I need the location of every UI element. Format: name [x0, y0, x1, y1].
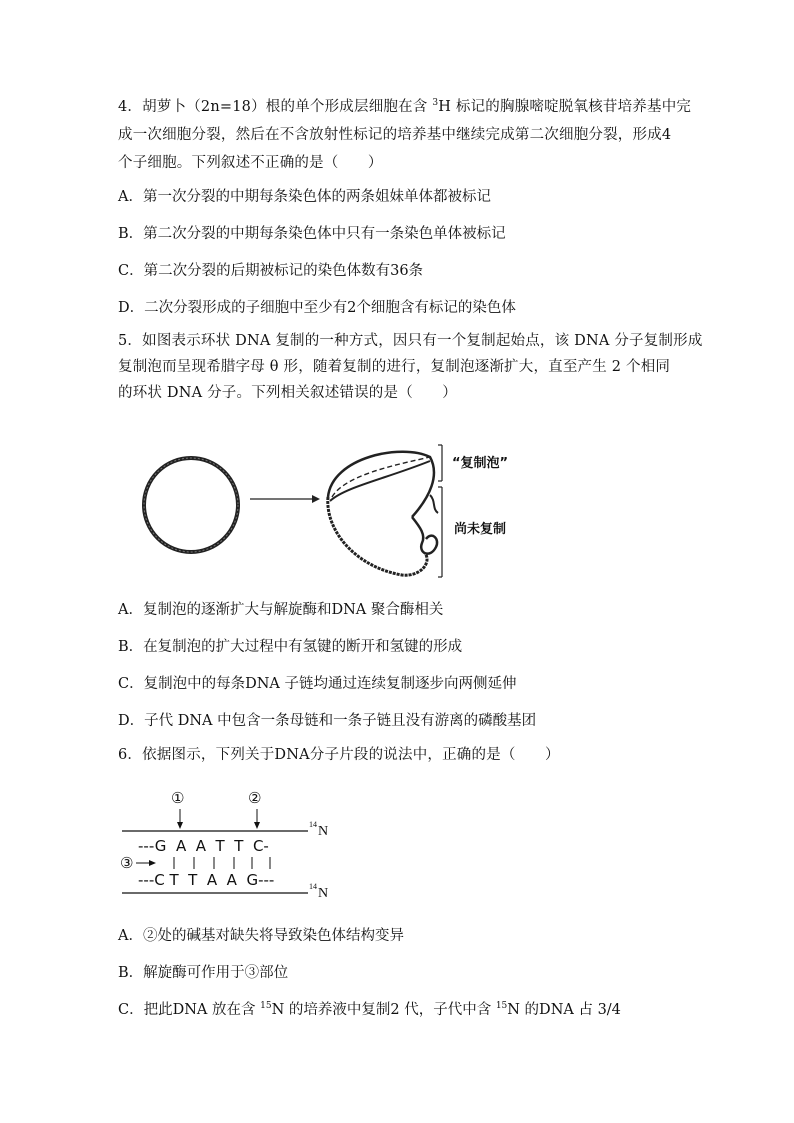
- bottom-strand-sequence: ---C T T A A G---: [138, 871, 275, 889]
- q4-stem-text: 4．胡萝卜（2n=18）根的单个形成层细胞在含: [118, 99, 433, 115]
- q6-option-c-text1: C．把此DNA 放在含: [118, 1002, 261, 1018]
- q6-option-c-text2: N 的培养液中复制2 代，子代中含: [271, 1002, 496, 1018]
- q4-stem-text-cont: H 标记的胸腺嘧啶脱氧核苷培养基中完: [438, 99, 692, 115]
- n15-superscript-2: 15: [495, 1001, 508, 1011]
- strand-tail: [430, 495, 438, 513]
- dna-replication-svg: [140, 435, 540, 585]
- q6-option-a: A．②处的碱基对缺失将导致染色体结构变异: [118, 928, 404, 944]
- marker-1: ①: [171, 789, 185, 807]
- marker-2-arrowhead: [254, 822, 260, 829]
- dna-segment-svg: [118, 785, 348, 905]
- bottom-isotope: N: [318, 886, 329, 901]
- unreplicated-strand-left: [328, 497, 427, 575]
- marker-1-arrowhead: [177, 822, 183, 829]
- q4-option-c: C．第二次分裂的后期被标记的染色体数有36条: [118, 263, 424, 279]
- q6-option-c-text3: N 的DNA 占 3/4: [507, 1002, 621, 1018]
- q6-stem-line1: 6．依据图示，下列关于DNA分子片段的说法中，正确的是（ ）: [118, 747, 560, 763]
- bottom-isotope-sup: 14: [309, 882, 317, 891]
- q5-stem-line3: 的环状 DNA 分子。下列相关叙述错误的是（ ）: [118, 385, 458, 401]
- bubble-inner-strand: [330, 461, 430, 501]
- q5-stem-line2: 复制泡而呈现希腊字母 θ 形，随着复制的进行，复制泡逐渐扩大，直至产生 2 个相同: [118, 359, 671, 375]
- label-replication-bubble: “复制泡”: [452, 456, 509, 471]
- q4-stem-line3: 个子细胞。下列叙述不正确的是（ ）: [118, 155, 383, 171]
- q6-option-b: B．解旋酶可作用于③部位: [118, 965, 289, 981]
- marker-3-arrowhead: [149, 860, 156, 866]
- top-isotope: N: [318, 824, 329, 839]
- q4-stem-line2: 成一次细胞分裂，然后在不含放射性标记的培养基中继续完成第二次细胞分裂，形成4: [118, 127, 672, 143]
- top-isotope-sup: 14: [309, 820, 317, 829]
- marker-2: ②: [248, 789, 262, 807]
- q4-option-b: B．第二次分裂的中期每条染色体中只有一条染色单体被标记: [118, 226, 506, 242]
- marker-3: ③: [120, 854, 134, 872]
- q5-option-a: A．复制泡的逐渐扩大与解旋酶和DNA 聚合酶相关: [118, 602, 444, 618]
- q5-option-b: B．在复制泡的扩大过程中有氢键的断开和氢键的形成: [118, 639, 463, 655]
- q5-stem-line1: 5．如图表示环状 DNA 复制的一种方式，因只有一个复制起始点，该 DNA 分子复制形成: [118, 333, 703, 349]
- theta-structure: [328, 452, 438, 575]
- arrow-head: [312, 495, 320, 503]
- tritium-superscript: 3: [432, 98, 439, 108]
- top-strand-sequence: ---G A A T T C-: [138, 837, 269, 855]
- q4-option-d: D．二次分裂形成的子细胞中至少有2个细胞含有标记的染色体: [118, 300, 516, 316]
- dna-segment-figure: [118, 785, 348, 905]
- hydrogen-bonds: [174, 857, 270, 869]
- unreplicated-loop: [412, 517, 437, 554]
- n15-superscript-1: 15: [260, 1001, 272, 1011]
- q5-option-c: C．复制泡中的每条DNA 子链均通过连续复制逐步向两侧延伸: [118, 676, 517, 692]
- dna-replication-figure: [140, 435, 540, 585]
- q6-option-c: [118, 998, 621, 1019]
- q4-option-a: A．第一次分裂的中期每条染色体的两条姐妹单体都被标记: [118, 189, 491, 205]
- q4-stem-line1: [118, 96, 691, 120]
- q5-option-d: D．子代 DNA 中包含一条母链和一条子链且没有游离的磷酸基团: [118, 713, 537, 729]
- label-unreplicated: 尚未复制: [454, 522, 507, 537]
